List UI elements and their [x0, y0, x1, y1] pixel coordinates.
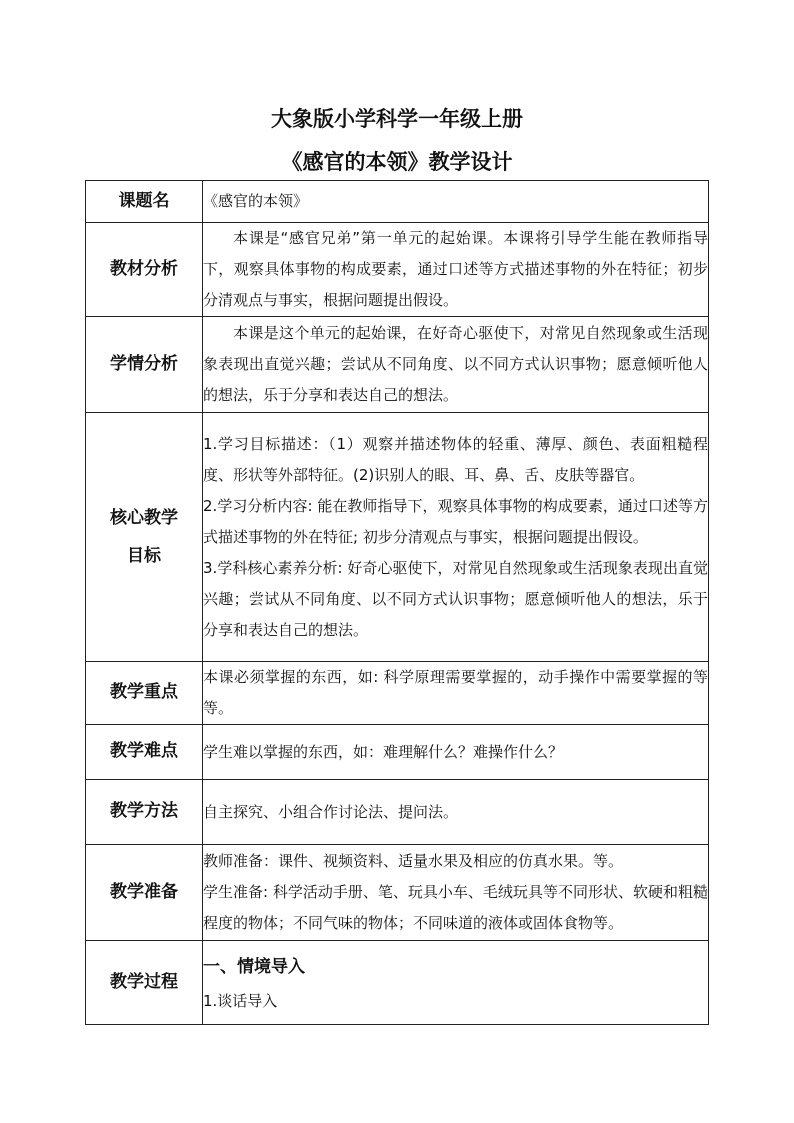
row-process: [86, 941, 709, 1025]
process-label: 教学过程: [86, 941, 203, 1025]
key-points-label: 教学重点: [86, 662, 203, 725]
row-preparation: [86, 845, 709, 941]
process-step: 1.谈话导入: [203, 992, 278, 1010]
core-goals-label-line1: 核心教学: [110, 508, 178, 528]
goal-item: 1.学习目标描述：（1）观察并描述物体的轻重、薄厚、颜色、表面粗糙程度、形状等外部特征。(2)识别人的眼、耳、鼻、舌、皮肤等器官。: [203, 434, 708, 484]
row-material-analysis: [86, 223, 709, 317]
student-analysis-label: 学情分析: [86, 317, 203, 413]
row-student-analysis: [86, 317, 709, 413]
process-text: [203, 941, 709, 1025]
methods-label: 教学方法: [86, 780, 203, 845]
goal-item: 3.学科核心素养分析: 好奇心驱使下，对常见自然现象或生活现象表现出直觉兴趣；尝试从不同角度、以不同方式认识事物；愿意倾听他人的想法，乐于分享和表达自己的想法。: [203, 558, 708, 639]
document-subtitle: 《感官的本领》教学设计: [281, 149, 513, 174]
goal-item: 2.学习分析内容: 能在教师指导下，观察具体事物的构成要素，通过口述等方式描述事物的外在特征; 初步分清观点与事实，根据问题提出假设。: [203, 496, 708, 546]
student-preparation: 学生准备: 科学活动手册、笔、玩具小车、毛绒玩具等不同形状、软硬和粗糙程度的物体；不同气味的物体；不同味道的液体或固体食物等。: [203, 883, 708, 932]
document-title: 大象版小学科学一年级上册: [271, 106, 523, 131]
material-analysis-text: 本课是“感官兄弟”第一单元的起始课。本课将引导学生能在教师指导下，观察具体事物的构成要素，通过口述等方式描述事物的外在特征；初步分清观点与事实，根据问题提出假设。: [203, 223, 709, 317]
methods-text: 自主探究、小组合作讨论法、提问法。: [203, 780, 709, 845]
key-points-text: 本课必须掌握的东西，如: 科学原理需要掌握的，动手操作中需要掌握的等等。: [203, 662, 709, 725]
difficulties-label: 教学难点: [86, 725, 203, 780]
teacher-preparation: 教师准备：课件、视频资料、适量水果及相应的仿真水果。等。: [203, 852, 624, 870]
lesson-plan-table: [85, 180, 709, 1025]
material-analysis-label: 教材分析: [86, 223, 203, 317]
student-analysis-text: 本课是这个单元的起始课，在好奇心驱使下，对常见自然现象或生活现象表现出直觉兴趣；尝试从不同角度、以不同方式认识事物；愿意倾听他人的想法，乐于分享和表达自己的想法。: [203, 317, 709, 413]
row-topic: [86, 181, 709, 223]
row-difficulties: [86, 725, 709, 780]
topic-value: 《感官的本领》: [203, 181, 709, 223]
topic-label: 课题名: [86, 181, 203, 223]
row-core-goals: [86, 413, 709, 662]
preparation-text: [203, 845, 709, 941]
core-goals-text: [203, 413, 709, 662]
row-methods: [86, 780, 709, 845]
core-goals-label: [86, 413, 203, 662]
preparation-label: 教学准备: [86, 845, 203, 941]
process-section-heading: 一、情境导入: [203, 957, 305, 977]
row-key-points: [86, 662, 709, 725]
difficulties-text: 学生难以掌握的东西，如：难理解什么？难操作什么？: [203, 725, 709, 780]
core-goals-label-line2: 目标: [127, 546, 161, 566]
